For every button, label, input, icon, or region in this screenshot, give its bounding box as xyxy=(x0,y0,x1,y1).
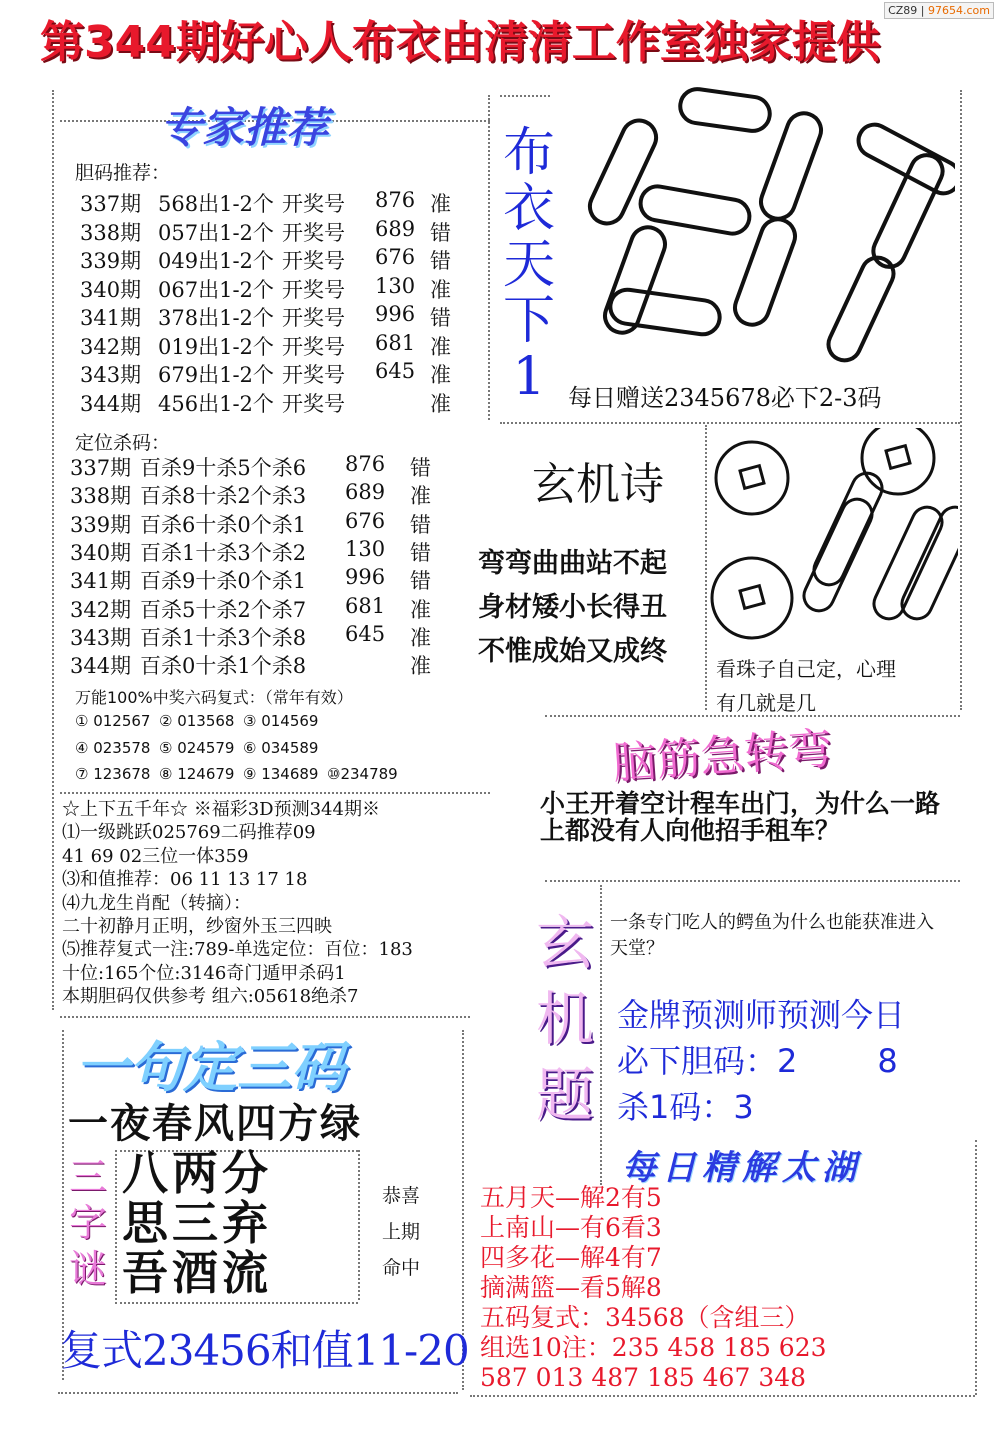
divider xyxy=(488,95,490,420)
coin-icon xyxy=(862,428,934,494)
kill-period: 340期 xyxy=(70,540,132,565)
divider xyxy=(705,425,707,710)
taihu-line: 四多花—解4有7 xyxy=(480,1243,662,1272)
kill-period: 344期 xyxy=(70,654,132,679)
digit-8-segments xyxy=(584,87,825,338)
divider xyxy=(545,880,960,882)
sanzimi-label xyxy=(66,1155,110,1291)
congrats-line: 上期 xyxy=(382,1221,421,1243)
taihu-line: 组选10注：235 458 185 623 xyxy=(480,1333,827,1362)
forecast-line: ⑴一级跳跃025769二码推荐09 xyxy=(62,822,316,844)
dan-open-label: 开奖号 xyxy=(282,391,345,416)
kill-result: 准 xyxy=(410,654,431,679)
taihu-line: 587 013 487 185 467 348 xyxy=(480,1363,807,1392)
kill-number: 676 xyxy=(345,508,386,533)
forecast-line: ⑶和值推荐：06 11 13 17 18 xyxy=(62,869,308,891)
kill-result: 错 xyxy=(410,512,431,537)
riddle-line: 八两分 xyxy=(122,1146,272,1200)
combo-item: ④ 023578 xyxy=(75,738,151,757)
dan-period: 340期 xyxy=(80,277,142,302)
poem-line: 身材矮小长得丑 xyxy=(478,592,667,623)
xuanji-ti-char: 玄 xyxy=(535,909,594,977)
combo-item: ⑧ 124679 xyxy=(159,765,235,783)
kill-number: 645 xyxy=(345,621,386,646)
dan-open-label: 开奖号 xyxy=(282,306,345,330)
kill-result: 准 xyxy=(410,484,431,509)
kill-pick: 百杀5十杀2个杀7 xyxy=(140,597,307,622)
dan-value: 8 xyxy=(877,1042,898,1080)
dan-value: 2 xyxy=(777,1042,798,1080)
dan-number: 689 xyxy=(375,216,416,241)
page-title: 第344期好心人布衣由清清工作室独家提供 xyxy=(40,17,880,68)
kill-pick: 百杀1十杀3个杀8 xyxy=(140,625,307,650)
site-watermark[interactable]: CZ89 | 97654.com xyxy=(884,2,994,19)
bead-icon xyxy=(869,502,947,623)
watermark-code: CZ89 xyxy=(888,4,918,17)
dan-period: 341期 xyxy=(80,306,142,330)
taihu-line: 五月天—解2有5 xyxy=(480,1183,662,1212)
kill-result: 准 xyxy=(410,625,431,650)
yiju-poem: 一夜春风四方绿 xyxy=(68,1101,362,1147)
kill-pick: 百杀8十杀2个杀3 xyxy=(140,484,307,509)
dan-open-label: 开奖号 xyxy=(282,249,345,273)
combo-item: ③ 014569 xyxy=(243,712,319,730)
divider xyxy=(500,95,550,97)
naojin-heading: 脑筋急转弯 xyxy=(610,723,834,790)
dan-label: 必下胆码： xyxy=(617,1042,778,1080)
kill-result: 错 xyxy=(410,456,431,480)
combo-item: ⑦ 123678 xyxy=(75,765,151,783)
digits-caption: 每日赠送2345678必下2-3码 xyxy=(568,384,882,412)
riddle-line: 思三弃 xyxy=(122,1196,272,1250)
taihu-lines xyxy=(480,1183,827,1393)
dan-period: 342期 xyxy=(80,334,142,359)
buyi-char: 天 xyxy=(502,235,555,295)
dan-number: 996 xyxy=(375,302,416,326)
dan-open-label: 开奖号 xyxy=(282,363,345,387)
dan-line xyxy=(617,1036,898,1082)
dan-open-label: 开奖号 xyxy=(282,334,345,359)
poem-line: 不惟成始又成终 xyxy=(478,636,667,667)
dan-open-label: 开奖号 xyxy=(282,192,345,216)
sanzimi-char: 谜 xyxy=(68,1247,107,1291)
sanzimi-char: 字 xyxy=(68,1201,107,1245)
xuanji-shi-heading: 玄机诗 xyxy=(532,459,664,510)
poem-line: 弯弯曲曲站不起 xyxy=(478,548,667,579)
xuanji-ti-char: 题 xyxy=(535,1061,594,1129)
dan-number: 676 xyxy=(375,245,416,269)
xuanji-ti-char: 机 xyxy=(535,985,594,1053)
forecast-line: ⑸推荐复式一注:789-单选定位：百位：183 xyxy=(62,939,413,961)
dan-pick: 067出1-2个 xyxy=(158,277,274,302)
gold-title: 金牌预测师预测今日 xyxy=(617,996,906,1034)
kill-period: 338期 xyxy=(70,484,132,509)
forecast-line: 41 69 02三位一体359 xyxy=(62,845,249,867)
dan-result: 准 xyxy=(430,391,451,416)
combo-item: ② 013568 xyxy=(159,712,235,730)
combo-label: 万能100%中奖六码复式：（常年有效） xyxy=(75,688,353,707)
kill-number: 876 xyxy=(345,452,386,476)
forecast-line: 十位:165个位:3146奇门遁甲杀码1 xyxy=(62,962,346,984)
dan-period: 337期 xyxy=(80,192,142,216)
xuanji-ti-question: 一条专门吃人的鳄鱼为什么也能获准进入天堂？ xyxy=(610,912,934,959)
coin-icon xyxy=(716,442,788,514)
bead-caption-line: 有几就是几 xyxy=(716,691,816,715)
dan-open-label: 开奖号 xyxy=(282,220,345,245)
combo-item: ⑥ 034589 xyxy=(243,738,319,757)
congrats-block xyxy=(382,1178,420,1286)
kill-number: 689 xyxy=(345,480,386,505)
riddle-block xyxy=(122,1148,272,1298)
divider xyxy=(60,1016,470,1018)
yiju-heading: 一句定三码 xyxy=(75,1035,345,1099)
congrats-line: 命中 xyxy=(382,1257,421,1279)
kill-value: 3 xyxy=(733,1088,754,1126)
dan-number: 876 xyxy=(375,188,416,212)
combo-item: ⑩234789 xyxy=(327,765,398,783)
dan-result: 准 xyxy=(430,334,451,359)
dan-result: 错 xyxy=(430,249,451,273)
combo-item: ① 012567 xyxy=(75,712,151,730)
buyi-char: 布 xyxy=(502,123,555,183)
kill-line xyxy=(617,1082,754,1128)
divider xyxy=(52,90,54,1010)
digit-7-segments xyxy=(823,119,955,366)
dan-pick: 679出1-2个 xyxy=(158,363,274,387)
buyi-char: 1 xyxy=(512,347,546,407)
dan-number: 681 xyxy=(375,330,416,355)
dan-number: 645 xyxy=(375,359,416,383)
dan-period: 344期 xyxy=(80,391,142,416)
dan-pick: 378出1-2个 xyxy=(158,306,274,330)
dan-period: 343期 xyxy=(80,363,142,387)
dan-result: 错 xyxy=(430,306,451,330)
forecast-line: ⑷九龙生肖配（转摘）： xyxy=(62,892,251,914)
kill-period: 343期 xyxy=(70,625,132,650)
taihu-line: 上南山—有6看3 xyxy=(480,1213,662,1242)
dan-result: 准 xyxy=(430,363,451,387)
bead-caption-line: 看珠子自己定，心理 xyxy=(716,657,896,681)
xuanji-shi-poem xyxy=(478,542,667,674)
dan-pick: 019出1-2个 xyxy=(158,334,274,359)
divider xyxy=(500,422,960,424)
dan-open-label: 开奖号 xyxy=(282,277,345,302)
kill-period: 337期 xyxy=(70,456,132,480)
divider xyxy=(115,1302,358,1304)
bead-caption xyxy=(716,652,896,720)
dan-label: 胆码推荐： xyxy=(75,162,171,184)
kill-pick: 百杀9十杀5个杀6 xyxy=(140,456,307,480)
taihu-line: 五码复式：34568（含组三） xyxy=(480,1303,810,1332)
forecast-line: 本期胆码仅供参考 组六:05618绝杀7 xyxy=(62,986,359,1008)
dan-period: 338期 xyxy=(80,220,142,245)
divider xyxy=(600,885,602,1185)
divider xyxy=(975,1140,977,1395)
beads-coins-illustration xyxy=(708,428,958,650)
kill-label: 定位杀码： xyxy=(75,432,171,454)
kill-number: 681 xyxy=(345,593,386,618)
kill-period: 339期 xyxy=(70,512,132,537)
buyi-char: 下 xyxy=(502,291,555,351)
dan-pick: 568出1-2个 xyxy=(158,192,274,216)
dan-number: 130 xyxy=(375,273,416,298)
divider xyxy=(960,90,962,710)
divider xyxy=(60,792,490,794)
buyi-char: 衣 xyxy=(502,179,555,239)
riddle-line: 吾酒流 xyxy=(122,1246,272,1300)
coin-icon xyxy=(712,558,792,638)
dan-result: 准 xyxy=(430,277,451,302)
dan-result: 准 xyxy=(430,192,451,216)
kill-number: 996 xyxy=(345,565,386,590)
kill-period: 342期 xyxy=(70,597,132,622)
kill-pick: 百杀0十杀1个杀8 xyxy=(140,654,307,679)
forecast-line: ☆上下五千年☆ ※福彩3D预测344期※ xyxy=(62,799,380,820)
buyi-vertical xyxy=(498,125,560,405)
digits-87-illustration xyxy=(570,85,955,375)
kill-number: 130 xyxy=(345,536,386,561)
xuanji-ti-vertical xyxy=(530,905,600,1133)
kill-pick: 百杀9十杀0个杀1 xyxy=(140,569,307,594)
sanzimi-char: 三 xyxy=(68,1155,107,1199)
divider xyxy=(115,1150,117,1300)
divider xyxy=(58,1392,458,1394)
dan-pick: 057出1-2个 xyxy=(158,220,274,245)
dan-result: 错 xyxy=(430,220,451,245)
fushi-text: 复式23456和值11-20 xyxy=(60,1326,469,1375)
divider xyxy=(470,1395,975,1397)
naojin-question: 小王开着空计程车出门，为什么一路上都没有人向他招手租车？ xyxy=(540,789,941,845)
congrats-line: 恭喜 xyxy=(382,1185,421,1207)
kill-result: 错 xyxy=(410,569,431,594)
watermark-domain: 97654.com xyxy=(928,4,990,17)
dan-period: 339期 xyxy=(80,249,142,273)
taihu-heading: 每日精解太湖 xyxy=(622,1148,862,1188)
kill-result: 错 xyxy=(410,540,431,565)
dan-pick: 049出1-2个 xyxy=(158,249,274,273)
expert-heading: 专家推荐 xyxy=(160,103,329,152)
combo-item: ⑨ 134689 xyxy=(243,765,319,783)
kill-period: 341期 xyxy=(70,569,132,594)
dan-pick: 456出1-2个 xyxy=(158,391,274,416)
forecast-line: 二十初静月正明，纱窗外玉三四映 xyxy=(62,916,332,937)
kill-pick: 百杀1十杀3个杀2 xyxy=(140,540,307,565)
taihu-line: 摘满篮—看5解8 xyxy=(480,1273,662,1302)
kill-result: 准 xyxy=(410,597,431,622)
kill-pick: 百杀6十杀0个杀1 xyxy=(140,512,307,537)
kill-label: 杀1码： xyxy=(617,1088,734,1126)
combo-item: ⑤ 024579 xyxy=(159,738,235,757)
divider xyxy=(358,1150,360,1300)
